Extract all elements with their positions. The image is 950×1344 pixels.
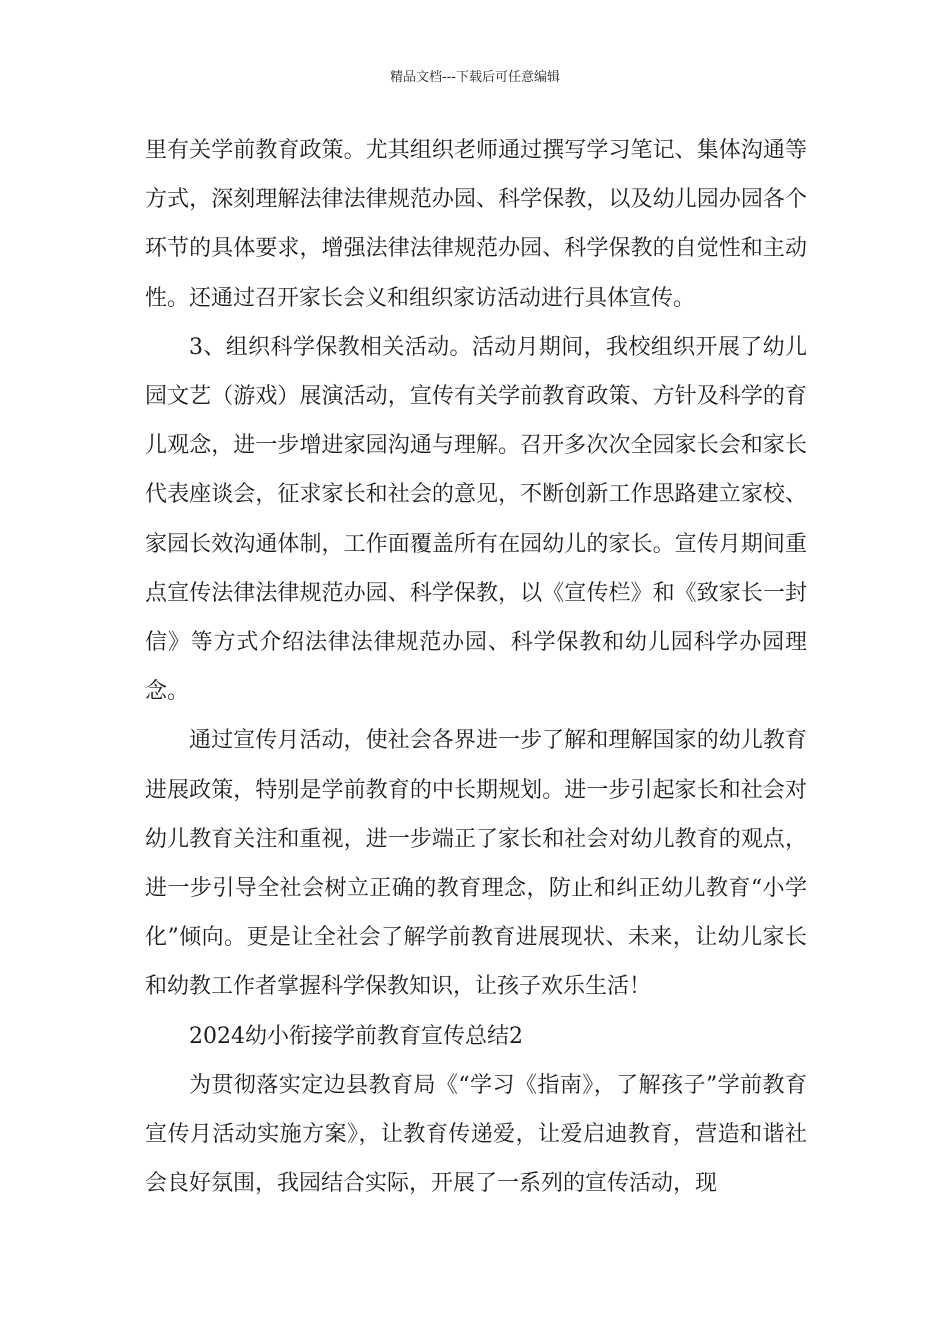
page-header: 精品文档---下载后可任意编辑	[389, 70, 561, 85]
section-heading: 2024幼小衔接学前教育宣传总结2	[189, 1023, 523, 1049]
paragraph-intro: 为贯彻落实定边县教育局《“学习《指南》，了解孩子”学前教育宣传月活动实施方案》，让教育传递爱，让爱启迪教育，营造和谐社会良好氛围，我园结合实际，开展了一系列的宣传活动，现	[145, 1072, 807, 1197]
paragraph-continuation: 里有关学前教育政策。尤其组织老师通过撰写学习笔记、集体沟通等方式，深刻理解法律法律规范办园、科学保教，以及幼儿园办园各个环节的具体要求，增强法律法律规范办园、科学保教的自觉性和主动性。还通过召开家长会义和组织家访活动进行具体宣传。	[145, 138, 807, 311]
paragraph-activities: 3、组织科学保教相关活动。活动月期间，我校组织开展了幼儿园文艺（游戏）展演活动，宣传有关学前教育政策、方针及科学的育儿观念，进一步增进家园沟通与理解。召开多次次全园家长会和家长代表座谈会，征求家长和社会的意见，不断创新工作思路建立家校、家园长效沟通体制，工作面覆盖所有在园幼儿的家长。宣传月期间重点宣传法律法律规范办园、科学保教，以《宣传栏》和《致家长一封信》等方式介绍法律法律规范办园、科学保教和幼儿园科学办园理念。	[145, 334, 807, 705]
document-body	[145, 126, 807, 1208]
paragraph-summary: 通过宣传月活动，使社会各界进一步了解和理解国家的幼儿教育进展政策，特别是学前教育的中长期规划。进一步引起家长和社会对幼儿教育关注和重视，进一步端正了家长和社会对幼儿教育的观点，进一步引导全社会树立正确的教育理念，防止和纠正幼儿教育“小学化”倾向。更是让全社会了解学前教育进展现状、未来，让幼儿家长和幼教工作者掌握科学保教知识，让孩子欢乐生活！	[145, 728, 807, 1000]
